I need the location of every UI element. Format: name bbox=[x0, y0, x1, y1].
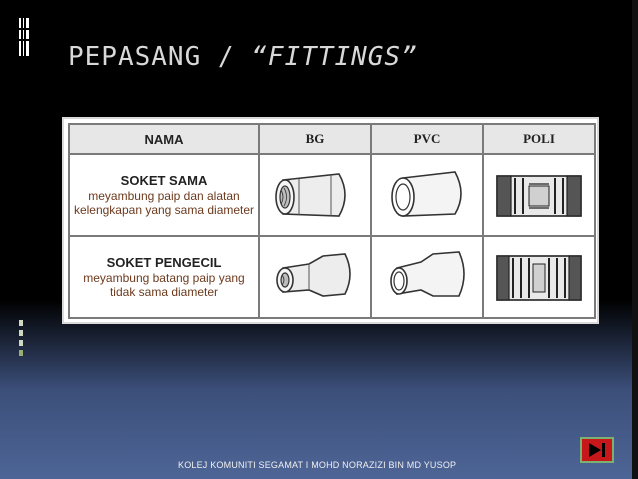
slide-footer: KOLEJ KOMUNITI SEGAMAT I MOHD NORAZIZI BIN MD YUSOP bbox=[178, 460, 457, 470]
bg-equal-socket-icon bbox=[269, 164, 361, 226]
accent-squares-bottom bbox=[19, 320, 29, 360]
pvc-equal-socket-icon bbox=[381, 164, 473, 226]
pvc-reducing-socket-icon bbox=[381, 246, 473, 308]
row-name: SOKET SAMA bbox=[120, 172, 208, 188]
accent-squares-top bbox=[19, 18, 29, 58]
poly-reducing-socket-icon bbox=[491, 246, 587, 308]
header-bg: BG bbox=[259, 124, 371, 154]
table-header-row bbox=[69, 124, 595, 154]
header-pvc: PVC bbox=[371, 124, 483, 154]
fittings-table bbox=[68, 123, 596, 319]
slide-title: PEPASANG / “FITTINGS” bbox=[68, 42, 418, 72]
poli-cell bbox=[483, 154, 595, 236]
pvc-cell bbox=[371, 236, 483, 318]
bg-cell bbox=[259, 236, 371, 318]
row-name-cell bbox=[69, 236, 259, 318]
row-name-cell bbox=[69, 154, 259, 236]
next-slide-icon bbox=[586, 441, 608, 459]
row-description: meyambung paip dan alatan kelengkapan yang sama diameter bbox=[73, 188, 255, 217]
bg-cell bbox=[259, 154, 371, 236]
pvc-cell bbox=[371, 154, 483, 236]
bg-reducing-socket-icon bbox=[269, 246, 361, 308]
right-edge-strip bbox=[632, 0, 638, 479]
header-poli: POLI bbox=[483, 124, 595, 154]
table-row bbox=[69, 236, 595, 318]
poli-cell bbox=[483, 236, 595, 318]
table-row bbox=[69, 154, 595, 236]
next-slide-button[interactable] bbox=[580, 437, 614, 463]
fittings-table-panel bbox=[62, 117, 599, 324]
row-name: SOKET PENGECIL bbox=[106, 254, 222, 270]
poly-equal-socket-icon bbox=[491, 164, 587, 226]
row-description: meyambung batang paip yang tidak sama diameter bbox=[83, 270, 245, 299]
header-nama: NAMA bbox=[69, 124, 259, 154]
